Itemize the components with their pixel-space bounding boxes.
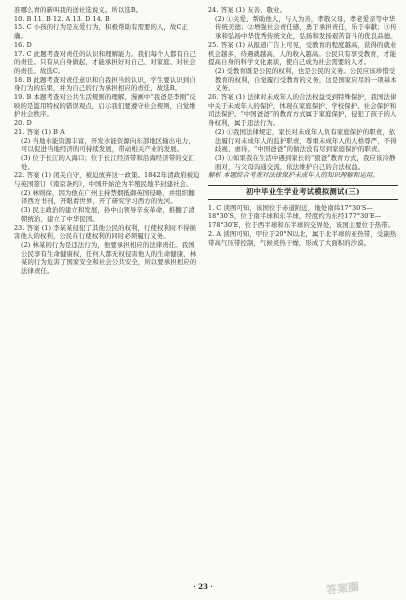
analysis-paragraph: 解析 本题综合考查对法律保护未成年人的知识理解和运用。 xyxy=(208,171,379,180)
watermark-text: 答案圈 xyxy=(325,580,360,597)
watermark-logo xyxy=(325,574,400,600)
answer-paragraph: 24. 答案 (1) 友善、敬业。 xyxy=(208,6,287,14)
answer-paragraph: 准哪么青的新叫我的送社选说义。所以选B。 xyxy=(14,6,143,14)
answer-subparagraph: (2) ①我国法律规定，家长对未成年人负有家庭保护的职责，依法履行对未成年人的监护职责，尊重未成年人的人格尊严，不得歧视、虐待。“中国爸爸”的做法没有尽到家庭保护的职责。 xyxy=(215,127,397,154)
answer-paragraph: 26. 答案 (1) 法律对未成年人的合法权益受到特殊保护，我国法律中关于未成年人的保护，体现在家庭保护、学校保护、社会保护和司法保护。“中国爸爸”的教育方式属于家庭保护，侵犯了孩子的人身权利，属于违法行为。 xyxy=(208,93,397,128)
answer-subparagraph: (3) ①如果我在生活中遇到家长的“狼爸”教育方式，我应该冷静面对，与父母沟通交流，依法维护自己的合法权益。 xyxy=(215,153,396,171)
answer-paragraph: 25. 答案 (1) 从报道广告上可见，受教育的程度越高，获得的就业机会越多，待遇就越高，人的收入越高。公民只有享受教育，才能提高自身的科学文化素质，使自己成为社会需要的人才。 xyxy=(208,40,397,67)
left-column xyxy=(14,6,200,574)
answer-subparagraph: (3) 民主政治的建立和发展，孙中山领导辛亥革命，推翻了清朝统治，建立了中华民国。 xyxy=(21,206,195,223)
answer-subparagraph: (2) 受教育既是公民的权利，也是公民的义务。公民应该珍惜受教育的权利，自觉履行受教育的义务，这是国家应尽的一项基本义务。 xyxy=(215,66,397,93)
answer-paragraph: 2. A 读图可知，甲位于20°N以北，属于北半球的亚热带，受副热带高气压带控制，气候炎热干燥，形成了大面积的沙漠。 xyxy=(208,229,397,247)
section-banner: 初中毕业生学业考试模拟测试(三) xyxy=(208,185,398,200)
answer-paragraph: 17. C 此题考查对责任的认识和理解能力。我们每个人都有自己的责任。只有从自身做起，才能承担好对自己、对家庭、对社会的责任。故选C。 xyxy=(14,49,196,75)
answer-paragraph: 21. 答案 (1) B A xyxy=(14,127,65,136)
answer-paragraph: 23. 答案 (1) 李某某侵犯了其他公民的权利，行使权利时不得损害他人的权利，公民在行使权利的同时必须履行义务。 xyxy=(14,223,196,241)
answer-subparagraph: (3) 位于长江的入海口；位于长江经济带和沿海经济带的交汇处。 xyxy=(21,153,195,171)
answer-subparagraph: (2) ①关爱、帮助他人，与人为善，孝敬父母，孝老爱亲等中华传统美德；②增强社会责任感，勇于承担责任，乐于奉献；③传承和弘扬中华优秀传统文化，弘扬和发扬艰苦奋斗的优良品德。 xyxy=(215,14,397,41)
right-column xyxy=(208,6,398,574)
answer-paragraph: 22. 答案 (1) 闭关自守，被迫放弃这一政策。1842年清政府被迫与英国签订《南京条约》，中国开始沦为半殖民地半封建社会。 xyxy=(14,171,200,189)
answer-paragraph: 20. D xyxy=(14,119,32,128)
page-number: · 23 · xyxy=(193,582,213,591)
answer-paragraph: 19. B 本题考查对公共生活规则的理解，漫画中“我爸是李刚”反映的是滥用特权的错误观点，启示我们要遵守社会规则，自觉维护社会秩序。 xyxy=(14,93,197,119)
answer-paragraph: 10. B 11. B 12. A 13. D 14. B xyxy=(14,14,110,23)
answer-paragraph: 1. C 读图可知，该国位于赤道附近，地处南纬17°30′S—18°30′S，位于南半球和东半球，经度约为东经177°30′E—178°30′E，位于西半球和东半球的交界处，该国主要位于热带。 xyxy=(208,203,395,230)
answer-subparagraph: (2) 当地水能资源丰富，开发水能资源向东部地区输出电力，可以促进当地经济的可持续发展，带动相关产业的发展。 xyxy=(21,136,195,154)
answer-subparagraph: (2) 林则徐，因为他在广州主持禁烟抵御英国侵略，并组织翻译西方书刊，开眼看世界，开了研究学习西方的先河。 xyxy=(21,188,195,206)
answer-subparagraph: (2) 林某的行为是违法行为，他要承担相应的法律责任。我国公民享有生命健康权，任何人都无权侵害他人的生命健康，林某的行为危害了国家安全和社会公共安全，所以要承担相应的法律责任。 xyxy=(21,240,197,276)
answer-paragraph: 18. B 此题考查对责任意识和自我担当的认识，学生要认识到自身行为的后果，并为自己的行为承担相应的责任，故选B。 xyxy=(14,75,196,93)
answer-paragraph: 16. D xyxy=(14,40,32,49)
answer-paragraph: 15. C 小孩的行为是友爱行为，积极帮助有需要的人，故C正确。 xyxy=(14,23,188,41)
